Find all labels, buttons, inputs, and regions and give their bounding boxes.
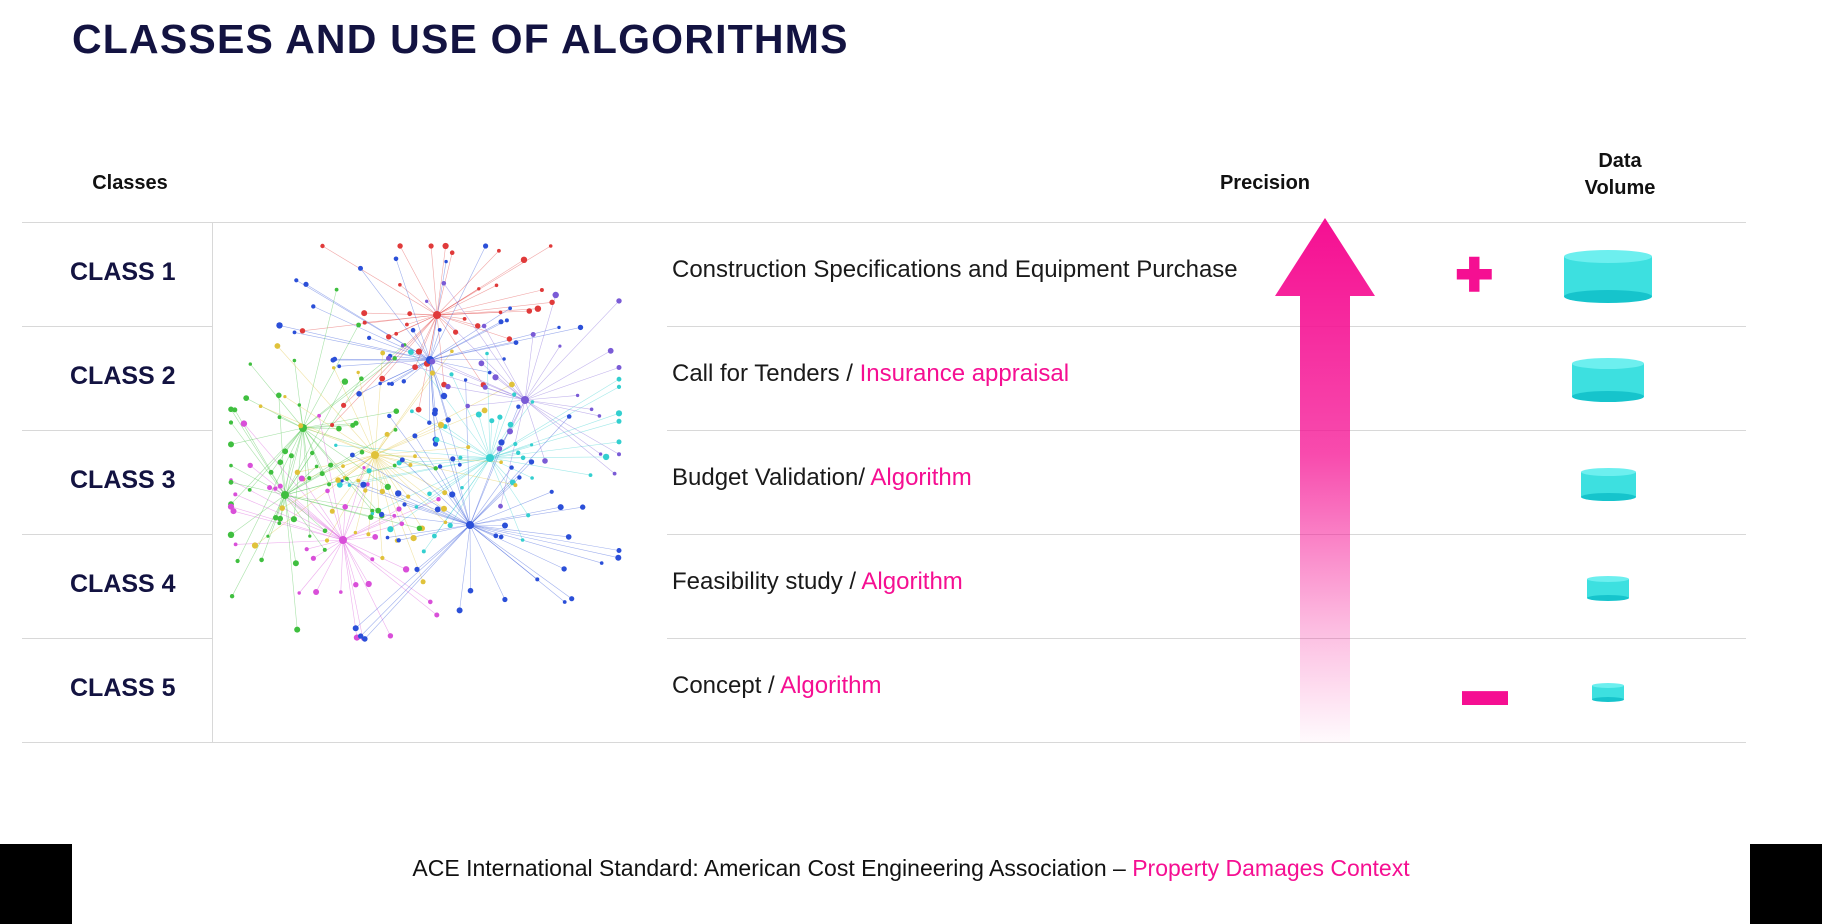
corner-block-left [0, 844, 72, 924]
data-volume-cylinder [1570, 356, 1646, 404]
row-divider-class [22, 326, 212, 327]
footer-note-text: ACE International Standard: American Cost Engineering Association – [412, 855, 1133, 881]
network-graph-illustration [225, 240, 625, 660]
class-description [672, 568, 963, 596]
footer-note-highlight: Property Damages Context [1132, 855, 1410, 881]
class-description-plain: Feasibility study / [672, 568, 862, 595]
class-label: CLASS 2 [70, 362, 176, 390]
data-volume-line2: Volume [1584, 177, 1656, 199]
network-graph-svg [225, 240, 625, 660]
precision-plus-icon: ✚ [1455, 249, 1494, 301]
class-label: CLASS 3 [70, 466, 176, 494]
class-description-plain: Budget Validation/ [672, 464, 871, 491]
row-divider-class [22, 430, 212, 431]
data-volume-cylinder [1579, 466, 1638, 503]
column-header-data-volume [1540, 148, 1700, 202]
row-divider [667, 326, 1746, 327]
class-description-highlight: Insurance appraisal [859, 360, 1070, 387]
precision-minus-icon: ▬ [1462, 663, 1508, 715]
data-volume-cylinder [1562, 248, 1654, 305]
class-description-plain: Construction Specifications and Equipment Purchase [672, 256, 1238, 283]
row-divider [667, 534, 1746, 535]
class-description-plain: Call for Tenders / [672, 360, 860, 387]
row-divider [667, 638, 1746, 639]
class-label: CLASS 5 [70, 674, 176, 702]
class-description-highlight: Algorithm [870, 464, 972, 491]
column-header-classes: Classes [92, 172, 168, 194]
class-description-plain: Concept / [672, 672, 781, 699]
class-description [672, 464, 972, 492]
class-description [672, 256, 1238, 284]
corner-block-right [1750, 844, 1822, 924]
class-description [672, 360, 1069, 388]
class-description-highlight: Algorithm [861, 568, 963, 595]
class-label: CLASS 1 [70, 258, 176, 286]
class-description-highlight: Algorithm [780, 672, 882, 699]
data-volume-line1: Data [1598, 150, 1642, 172]
data-volume-cylinder [1585, 574, 1631, 603]
table-bottom-divider [22, 742, 1746, 743]
row-divider-class [22, 638, 212, 639]
class-label: CLASS 4 [70, 570, 176, 598]
data-volume-cylinder [1590, 681, 1626, 704]
column-header-precision: Precision [1219, 172, 1311, 194]
footer-note [0, 855, 1822, 882]
class-description [672, 672, 881, 700]
page-title: CLASSES AND USE OF ALGORITHMS [72, 16, 849, 62]
row-divider [667, 430, 1746, 431]
row-divider-class [22, 534, 212, 535]
